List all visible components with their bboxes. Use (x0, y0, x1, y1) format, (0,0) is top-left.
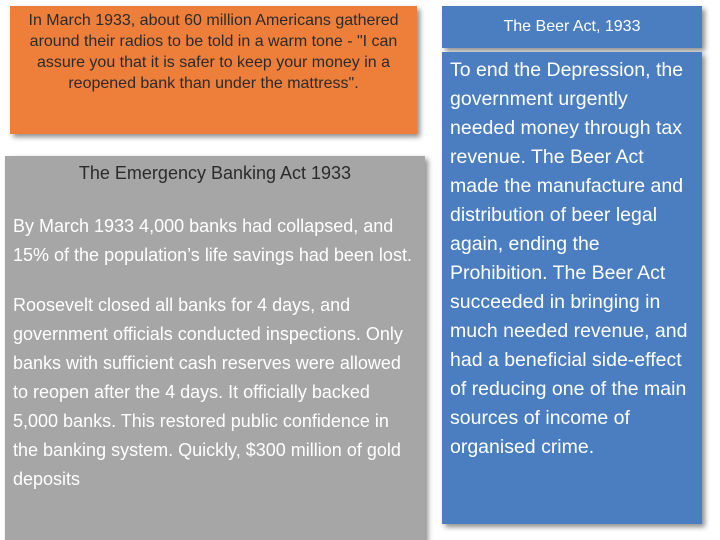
emergency-banking-paragraph-2: Roosevelt closed all banks for 4 days, and government officials conducted inspections. Only banks with sufficient cash reserves were allowed to reopen after the 4 days. It officially backed 5,000 banks. This restored public confidence in the banking system. Quickly, $300 million of gold deposits (13, 295, 403, 489)
beer-act-box (442, 52, 702, 524)
emergency-banking-paragraph-1: By March 1933 4,000 banks had collapsed, and 15% of the population’s life savings had been lost. (13, 216, 412, 265)
beer-act-title-box (442, 6, 702, 48)
beer-act-body: To end the Depression, the government urgently needed money through tax revenue. The Beer Act made the manufacture and distribution of beer legal again, ending the Prohibition. The Beer Act succeeded in bringing in much needed revenue, and had a beneficial side-effect of reducing one of the main sources of income of organised crime. (450, 59, 688, 458)
radio-quote-box (10, 6, 417, 134)
radio-quote-text: In March 1933, about 60 million Americans gathered around their radios to be told in a warm tone - "I can assure you that it is safer to keep your money in a reopened bank than under the mattress". (28, 12, 399, 92)
emergency-banking-title: The Emergency Banking Act 1933 (78, 163, 352, 183)
beer-act-title: The Beer Act, 1933 (503, 18, 641, 35)
emergency-banking-box (5, 156, 425, 540)
